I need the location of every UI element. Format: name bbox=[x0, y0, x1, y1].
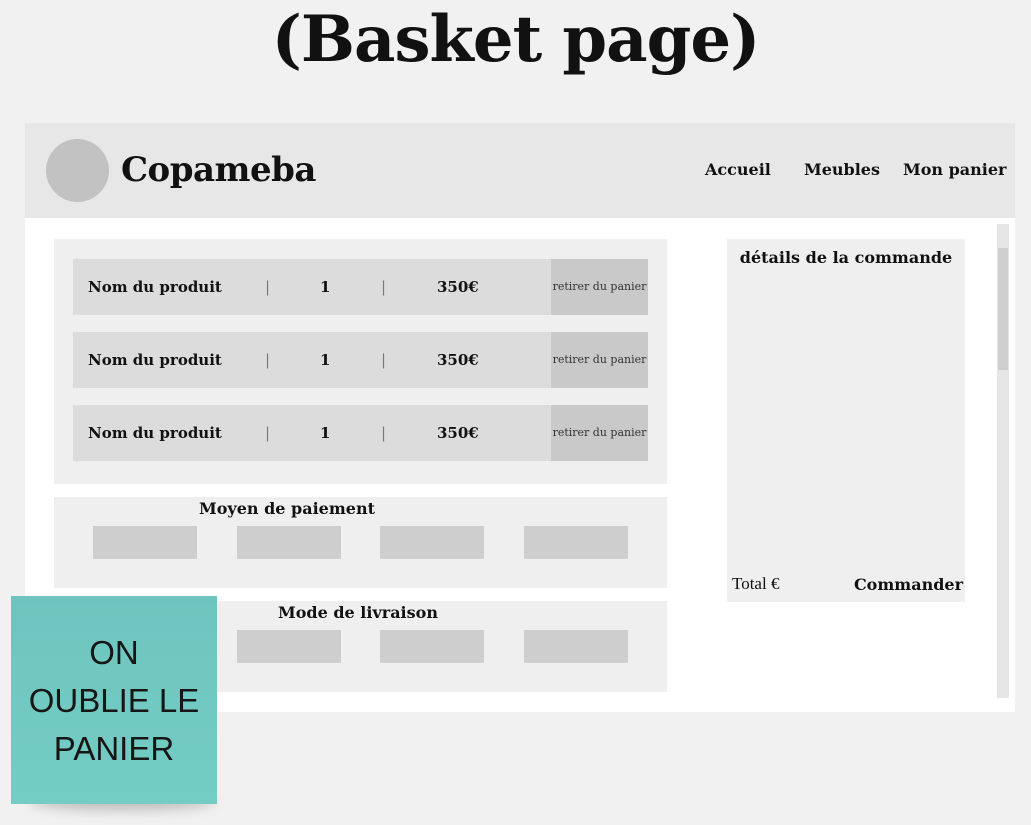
payment-option[interactable] bbox=[93, 526, 197, 559]
product-row bbox=[73, 259, 648, 315]
product-quantity: 1 bbox=[320, 424, 331, 442]
delivery-option[interactable] bbox=[380, 630, 484, 663]
product-name: Nom du produit bbox=[88, 351, 222, 369]
payment-option[interactable] bbox=[237, 526, 341, 559]
nav-home-link[interactable]: Accueil bbox=[705, 160, 771, 179]
order-button[interactable]: Commander bbox=[853, 575, 963, 594]
product-price: 350€ bbox=[437, 424, 479, 442]
sticky-note-text bbox=[11, 629, 217, 773]
product-name: Nom du produit bbox=[88, 278, 222, 296]
product-quantity: 1 bbox=[320, 278, 331, 296]
product-price: 350€ bbox=[437, 278, 479, 296]
sticky-note bbox=[11, 596, 217, 804]
payment-method-section bbox=[54, 497, 667, 588]
separator: | bbox=[381, 424, 387, 442]
scrollbar[interactable] bbox=[997, 224, 1009, 698]
remove-from-basket-button[interactable]: retirer du panier bbox=[551, 332, 648, 388]
logo-placeholder[interactable] bbox=[46, 139, 109, 202]
payment-method-title: Moyen de paiement bbox=[199, 499, 375, 518]
nav-furniture-link[interactable]: Meubles bbox=[804, 160, 880, 179]
order-details-title: détails de la commande bbox=[739, 248, 953, 267]
sticky-note-line: ON bbox=[89, 634, 139, 671]
brand-name[interactable]: Copameba bbox=[121, 150, 316, 190]
product-name: Nom du produit bbox=[88, 424, 222, 442]
delivery-method-title: Mode de livraison bbox=[278, 603, 438, 622]
separator: | bbox=[381, 278, 387, 296]
scrollbar-thumb[interactable] bbox=[998, 248, 1008, 370]
product-price: 350€ bbox=[437, 351, 479, 369]
separator: | bbox=[265, 351, 271, 369]
order-total: Total € bbox=[732, 574, 780, 593]
separator: | bbox=[381, 351, 387, 369]
product-row bbox=[73, 405, 648, 461]
separator: | bbox=[265, 278, 271, 296]
page-title: (Basket page) bbox=[271, 2, 760, 77]
product-row bbox=[73, 332, 648, 388]
payment-option[interactable] bbox=[380, 526, 484, 559]
site-header bbox=[25, 123, 1015, 218]
product-quantity: 1 bbox=[320, 351, 331, 369]
remove-from-basket-button[interactable]: retirer du panier bbox=[551, 405, 648, 461]
remove-from-basket-button[interactable]: retirer du panier bbox=[551, 259, 648, 315]
payment-option[interactable] bbox=[524, 526, 628, 559]
separator: | bbox=[265, 424, 271, 442]
sticky-note-line: OUBLIE LE bbox=[28, 682, 200, 719]
basket-product-list bbox=[54, 239, 667, 484]
delivery-option[interactable] bbox=[524, 630, 628, 663]
sticky-note-line: PANIER bbox=[53, 730, 175, 767]
order-details-panel bbox=[727, 239, 965, 602]
delivery-option[interactable] bbox=[237, 630, 341, 663]
nav-basket-link[interactable]: Mon panier bbox=[903, 160, 1007, 179]
